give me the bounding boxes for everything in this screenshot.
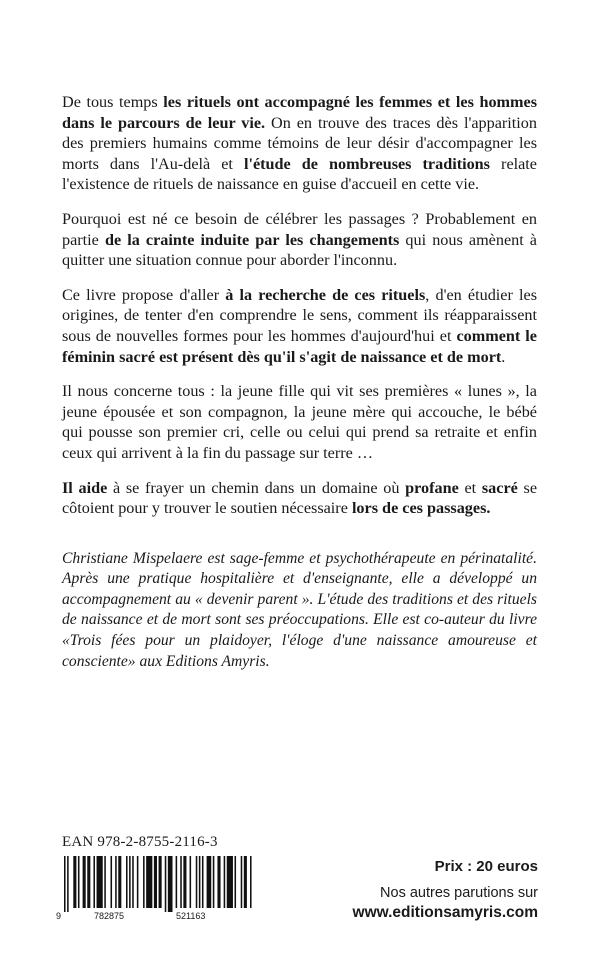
barcode-bar xyxy=(67,856,69,912)
barcode-digits-left: 782875 xyxy=(94,911,125,921)
barcode-bar xyxy=(143,856,145,908)
barcode xyxy=(56,856,256,921)
barcode-digit-first: 9 xyxy=(56,911,62,921)
paragraph-segment: Ce livre propose d'aller xyxy=(62,285,226,304)
paragraph-1 xyxy=(62,92,537,195)
paragraph-segment: , d'en étudier les origines, de tenter d'en comprendre le sens, comment ils réapparaissent sous de nouvelles formes pour les hommes d'aujourd'hui et xyxy=(62,285,537,345)
barcode-bar xyxy=(93,856,95,908)
barcode-bar xyxy=(235,856,237,908)
barcode-bar xyxy=(104,856,106,908)
paragraph-segment: de la crainte induite par les changements xyxy=(104,230,400,249)
paragraph-segment: sacré xyxy=(481,478,518,497)
cover-text xyxy=(62,92,537,688)
barcode-bar xyxy=(97,856,103,908)
barcode-bar xyxy=(250,856,252,908)
paragraph-segment: profane xyxy=(405,478,459,497)
barcode-bar xyxy=(199,856,201,908)
barcode-bar xyxy=(213,856,215,908)
barcode-bar xyxy=(64,856,66,912)
paragraph-5 xyxy=(62,478,537,519)
barcode-bar xyxy=(129,856,131,908)
paragraph-segment: On en trouve des traces dès l'apparition des premiers humains comme témoins de leur désir d'accompagner les morts dans l'Au-delà et xyxy=(62,113,537,173)
barcode-bar xyxy=(165,856,167,912)
barcode-bar xyxy=(244,856,247,908)
price: Prix : 20 euros xyxy=(434,858,538,875)
paragraph-segment: Pourquoi est né ce besoin de célébrer les passages ? Probablement en partie xyxy=(62,209,537,249)
barcode-digits-right: 521163 xyxy=(176,911,206,921)
paragraph-segment: De tous temps xyxy=(62,93,164,111)
barcode-bar xyxy=(227,856,233,908)
paragraph-segment: qui nous amènent à quitter une situation connue pour aborder l'inconnu. xyxy=(62,230,537,270)
barcode-bar xyxy=(159,856,162,908)
paragraph-segment: Il aide xyxy=(62,478,108,497)
paragraph-segment: et xyxy=(458,478,482,497)
barcode-bar xyxy=(196,856,198,908)
author-bio: Christiane Mispelaere est sage-femme et psychothérapeute en périnatalité. Après une pratique hospitalière et d'enseignante, elle a développé un accompagnement au « devenir parent ». L'étude des traditions et des rituels de naissance et de mort sont ses préoccupations. Elle est co-auteur du livre «Trois fées pour un plaidoyer, l'éloge d'une naissance amoureuse et consciente» aux Editions Amyris. xyxy=(62,549,537,670)
barcode-bar xyxy=(202,856,204,908)
barcode-bar xyxy=(183,856,186,908)
paragraph-segment: . xyxy=(501,347,506,366)
barcode-bar xyxy=(78,856,80,908)
paragraph-4 xyxy=(62,381,537,463)
barcode-digits xyxy=(56,911,256,923)
barcode-bar xyxy=(115,856,117,908)
paragraph-segment: se côtoient pour y trouver le soutien nécessaire xyxy=(62,478,538,518)
barcode-bar xyxy=(190,856,192,908)
paragraph-segment: les rituels ont accompagné les femmes et les hommes dans le parcours de leur vie. xyxy=(62,93,538,132)
ean-code: EAN 978-2-8755-2116-3 xyxy=(62,834,218,850)
barcode-bar xyxy=(180,856,182,908)
barcode-bar xyxy=(176,856,178,908)
paragraph-segment: relate l'existence de rituels de naissance en guise d'accueil en cette vie. xyxy=(62,154,537,194)
barcode-bar xyxy=(224,856,226,908)
website-link[interactable]: www.editionsamyris.com xyxy=(352,904,538,921)
paragraph-2 xyxy=(62,209,537,271)
paragraph-segment: comment le féminin sacré est présent dès qu'il s'agit de naissance et de mort xyxy=(62,326,537,366)
barcode-bar xyxy=(168,856,173,912)
barcode-bars xyxy=(56,856,256,912)
barcode-bar xyxy=(132,856,134,908)
paragraph-segment: Il nous concerne tous : la jeune fille qui vit ses premières « lunes », la jeune épousée et son compagnon, la jeune mère qui accouche, le bébé qui pousse son premier cri, celle ou celui qui prend sa retraite et enfin ceux qui arrivent à la fin du passage sur terre … xyxy=(62,382,537,462)
barcode-bar xyxy=(87,856,90,908)
barcode-bar xyxy=(111,856,113,908)
barcode-bar xyxy=(118,856,121,908)
paragraph-segment: lors de ces passages. xyxy=(351,499,491,518)
barcode-bar xyxy=(146,856,152,908)
paragraph-segment: l'étude de nombreuses traditions xyxy=(243,154,490,173)
barcode-bar xyxy=(154,856,157,908)
barcode-bar xyxy=(217,856,220,908)
barcode-bar xyxy=(207,856,212,908)
other-releases-label: Nos autres parutions sur xyxy=(380,885,538,901)
barcode-bar xyxy=(241,856,243,908)
barcode-bar xyxy=(73,856,76,908)
barcode-bar xyxy=(83,856,86,908)
barcode-bar xyxy=(137,856,139,908)
paragraph-segment: à se frayer un chemin dans un domaine où xyxy=(107,478,406,497)
barcode-bar xyxy=(126,856,128,908)
paragraph-segment: à la recherche de ces rituels xyxy=(225,285,426,304)
paragraph-3 xyxy=(62,285,537,367)
